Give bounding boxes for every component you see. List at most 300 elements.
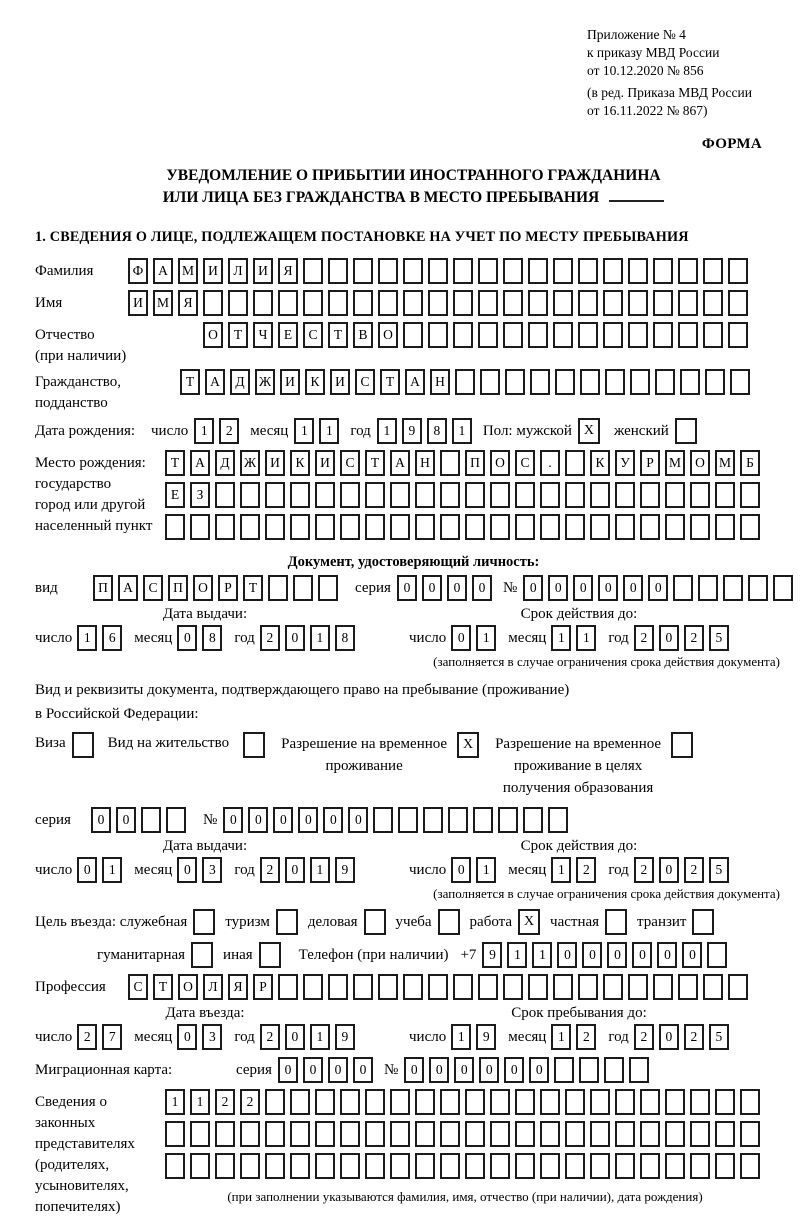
- char-cell[interactable]: [265, 482, 285, 508]
- char-cell[interactable]: [715, 1153, 735, 1179]
- char-cell[interactable]: [555, 369, 575, 395]
- char-cell[interactable]: 2: [684, 625, 704, 651]
- char-cell[interactable]: [748, 575, 768, 601]
- char-cell[interactable]: Т: [380, 369, 400, 395]
- char-cell[interactable]: М: [665, 450, 685, 476]
- char-cell[interactable]: [293, 575, 313, 601]
- char-cell[interactable]: 0: [479, 1057, 499, 1083]
- char-cell[interactable]: Н: [430, 369, 450, 395]
- char-cell[interactable]: [440, 482, 460, 508]
- char-cell[interactable]: [530, 369, 550, 395]
- char-cell[interactable]: Ж: [255, 369, 275, 395]
- char-cell[interactable]: В: [353, 322, 373, 348]
- char-cell[interactable]: [590, 1121, 610, 1147]
- char-cell[interactable]: Д: [215, 450, 235, 476]
- char-cell[interactable]: [715, 1089, 735, 1115]
- char-cell[interactable]: 1: [319, 418, 339, 444]
- char-cell[interactable]: 0: [472, 575, 492, 601]
- char-cell[interactable]: Т: [153, 974, 173, 1000]
- char-cell[interactable]: [503, 258, 523, 284]
- char-cell[interactable]: Я: [228, 974, 248, 1000]
- char-cell[interactable]: 1: [451, 1024, 471, 1050]
- char-cell[interactable]: И: [128, 290, 148, 316]
- char-cell[interactable]: [390, 514, 410, 540]
- char-cell[interactable]: [440, 1089, 460, 1115]
- char-cell[interactable]: [603, 290, 623, 316]
- char-cell[interactable]: [165, 1153, 185, 1179]
- char-cell[interactable]: [528, 290, 548, 316]
- char-cell[interactable]: [190, 1121, 210, 1147]
- char-cell[interactable]: [378, 974, 398, 1000]
- char-cell[interactable]: [773, 575, 793, 601]
- char-cell[interactable]: [440, 1121, 460, 1147]
- char-cell[interactable]: [398, 807, 418, 833]
- char-cell[interactable]: И: [203, 258, 223, 284]
- char-cell[interactable]: [715, 1121, 735, 1147]
- char-cell[interactable]: [478, 258, 498, 284]
- char-cell[interactable]: [228, 290, 248, 316]
- char-cell[interactable]: [653, 974, 673, 1000]
- char-cell[interactable]: 0: [177, 625, 197, 651]
- char-cell[interactable]: [440, 450, 460, 476]
- char-cell[interactable]: Ч: [253, 322, 273, 348]
- char-cell[interactable]: П: [168, 575, 188, 601]
- char-cell[interactable]: Т: [365, 450, 385, 476]
- char-cell[interactable]: [490, 1121, 510, 1147]
- char-cell[interactable]: [303, 974, 323, 1000]
- char-cell[interactable]: И: [265, 450, 285, 476]
- char-cell[interactable]: Я: [178, 290, 198, 316]
- char-cell[interactable]: [578, 290, 598, 316]
- char-cell[interactable]: [604, 1057, 624, 1083]
- char-cell[interactable]: 0: [273, 807, 293, 833]
- char-cell[interactable]: [678, 322, 698, 348]
- char-cell[interactable]: Р: [218, 575, 238, 601]
- char-cell[interactable]: [340, 514, 360, 540]
- char-cell[interactable]: 3: [202, 857, 222, 883]
- char-cell[interactable]: [278, 974, 298, 1000]
- char-cell[interactable]: [515, 1153, 535, 1179]
- char-cell[interactable]: 0: [529, 1057, 549, 1083]
- char-cell[interactable]: [278, 290, 298, 316]
- char-cell[interactable]: 0: [223, 807, 243, 833]
- purpose-private-checkbox[interactable]: [605, 909, 627, 935]
- char-cell[interactable]: [728, 974, 748, 1000]
- char-cell[interactable]: [590, 1153, 610, 1179]
- char-cell[interactable]: [340, 1121, 360, 1147]
- char-cell[interactable]: О: [193, 575, 213, 601]
- char-cell[interactable]: [365, 1121, 385, 1147]
- char-cell[interactable]: [498, 807, 518, 833]
- purpose-tourism-checkbox[interactable]: [276, 909, 298, 935]
- char-cell[interactable]: [553, 258, 573, 284]
- char-cell[interactable]: 1: [190, 1089, 210, 1115]
- char-cell[interactable]: 0: [682, 942, 702, 968]
- char-cell[interactable]: Т: [243, 575, 263, 601]
- char-cell[interactable]: [448, 807, 468, 833]
- char-cell[interactable]: 1: [507, 942, 527, 968]
- char-cell[interactable]: 2: [576, 857, 596, 883]
- char-cell[interactable]: О: [490, 450, 510, 476]
- char-cell[interactable]: 2: [215, 1089, 235, 1115]
- char-cell[interactable]: [465, 1153, 485, 1179]
- char-cell[interactable]: [540, 1089, 560, 1115]
- char-cell[interactable]: 1: [576, 625, 596, 651]
- char-cell[interactable]: [318, 575, 338, 601]
- char-cell[interactable]: [603, 974, 623, 1000]
- char-cell[interactable]: [455, 369, 475, 395]
- char-cell[interactable]: [440, 514, 460, 540]
- char-cell[interactable]: [615, 514, 635, 540]
- char-cell[interactable]: 0: [285, 1024, 305, 1050]
- purpose-official-checkbox[interactable]: [193, 909, 215, 935]
- char-cell[interactable]: [203, 290, 223, 316]
- char-cell[interactable]: [590, 482, 610, 508]
- char-cell[interactable]: [705, 369, 725, 395]
- char-cell[interactable]: А: [153, 258, 173, 284]
- char-cell[interactable]: [640, 514, 660, 540]
- char-cell[interactable]: [365, 1153, 385, 1179]
- char-cell[interactable]: 2: [260, 857, 280, 883]
- char-cell[interactable]: 9: [335, 857, 355, 883]
- char-cell[interactable]: [478, 974, 498, 1000]
- char-cell[interactable]: 1: [377, 418, 397, 444]
- char-cell[interactable]: [428, 258, 448, 284]
- char-cell[interactable]: 1: [551, 625, 571, 651]
- char-cell[interactable]: [690, 1089, 710, 1115]
- char-cell[interactable]: 0: [397, 575, 417, 601]
- char-cell[interactable]: [453, 974, 473, 1000]
- char-cell[interactable]: 0: [632, 942, 652, 968]
- char-cell[interactable]: [605, 369, 625, 395]
- char-cell[interactable]: А: [405, 369, 425, 395]
- char-cell[interactable]: [740, 1089, 760, 1115]
- char-cell[interactable]: [503, 322, 523, 348]
- char-cell[interactable]: [653, 322, 673, 348]
- char-cell[interactable]: П: [465, 450, 485, 476]
- char-cell[interactable]: [415, 1153, 435, 1179]
- char-cell[interactable]: [490, 482, 510, 508]
- char-cell[interactable]: [378, 290, 398, 316]
- char-cell[interactable]: [265, 1153, 285, 1179]
- char-cell[interactable]: [240, 1121, 260, 1147]
- char-cell[interactable]: [528, 258, 548, 284]
- char-cell[interactable]: [440, 1153, 460, 1179]
- char-cell[interactable]: [565, 482, 585, 508]
- char-cell[interactable]: С: [128, 974, 148, 1000]
- char-cell[interactable]: [415, 482, 435, 508]
- char-cell[interactable]: [678, 258, 698, 284]
- char-cell[interactable]: [423, 807, 443, 833]
- char-cell[interactable]: .: [540, 450, 560, 476]
- char-cell[interactable]: [523, 807, 543, 833]
- char-cell[interactable]: И: [280, 369, 300, 395]
- char-cell[interactable]: [673, 575, 693, 601]
- char-cell[interactable]: [728, 322, 748, 348]
- char-cell[interactable]: [353, 258, 373, 284]
- char-cell[interactable]: Р: [253, 974, 273, 1000]
- purpose-humanitarian-checkbox[interactable]: [191, 942, 213, 968]
- char-cell[interactable]: 1: [551, 857, 571, 883]
- char-cell[interactable]: [703, 322, 723, 348]
- char-cell[interactable]: [665, 482, 685, 508]
- residence-permit-checkbox[interactable]: [243, 732, 265, 758]
- char-cell[interactable]: 0: [328, 1057, 348, 1083]
- char-cell[interactable]: 5: [709, 857, 729, 883]
- char-cell[interactable]: [428, 290, 448, 316]
- char-cell[interactable]: 0: [451, 625, 471, 651]
- char-cell[interactable]: 1: [476, 625, 496, 651]
- char-cell[interactable]: 0: [285, 857, 305, 883]
- char-cell[interactable]: [378, 258, 398, 284]
- char-cell[interactable]: 2: [634, 625, 654, 651]
- char-cell[interactable]: [340, 1153, 360, 1179]
- char-cell[interactable]: [303, 290, 323, 316]
- char-cell[interactable]: К: [590, 450, 610, 476]
- char-cell[interactable]: 0: [303, 1057, 323, 1083]
- purpose-work-checkbox[interactable]: X: [518, 909, 540, 935]
- char-cell[interactable]: [540, 1153, 560, 1179]
- char-cell[interactable]: 0: [523, 575, 543, 601]
- char-cell[interactable]: [415, 1121, 435, 1147]
- char-cell[interactable]: [553, 290, 573, 316]
- char-cell[interactable]: [515, 1089, 535, 1115]
- char-cell[interactable]: [190, 1153, 210, 1179]
- char-cell[interactable]: 0: [447, 575, 467, 601]
- char-cell[interactable]: [328, 974, 348, 1000]
- char-cell[interactable]: 0: [348, 807, 368, 833]
- char-cell[interactable]: [728, 258, 748, 284]
- char-cell[interactable]: [403, 258, 423, 284]
- char-cell[interactable]: З: [190, 482, 210, 508]
- char-cell[interactable]: [415, 514, 435, 540]
- char-cell[interactable]: 1: [452, 418, 472, 444]
- char-cell[interactable]: [640, 482, 660, 508]
- char-cell[interactable]: 0: [659, 857, 679, 883]
- char-cell[interactable]: [166, 807, 186, 833]
- char-cell[interactable]: 2: [634, 1024, 654, 1050]
- char-cell[interactable]: 0: [353, 1057, 373, 1083]
- char-cell[interactable]: 9: [335, 1024, 355, 1050]
- char-cell[interactable]: 0: [582, 942, 602, 968]
- char-cell[interactable]: [328, 290, 348, 316]
- char-cell[interactable]: [730, 369, 750, 395]
- char-cell[interactable]: [215, 514, 235, 540]
- char-cell[interactable]: [290, 1121, 310, 1147]
- char-cell[interactable]: [690, 1121, 710, 1147]
- char-cell[interactable]: [690, 1153, 710, 1179]
- char-cell[interactable]: 0: [404, 1057, 424, 1083]
- char-cell[interactable]: 1: [165, 1089, 185, 1115]
- sex-male-checkbox[interactable]: X: [578, 418, 600, 444]
- char-cell[interactable]: 1: [476, 857, 496, 883]
- char-cell[interactable]: М: [153, 290, 173, 316]
- char-cell[interactable]: 2: [684, 1024, 704, 1050]
- char-cell[interactable]: 0: [177, 857, 197, 883]
- char-cell[interactable]: С: [303, 322, 323, 348]
- char-cell[interactable]: [578, 258, 598, 284]
- purpose-transit-checkbox[interactable]: [692, 909, 714, 935]
- char-cell[interactable]: 0: [659, 625, 679, 651]
- char-cell[interactable]: [740, 1153, 760, 1179]
- char-cell[interactable]: О: [690, 450, 710, 476]
- char-cell[interactable]: [240, 514, 260, 540]
- purpose-other-checkbox[interactable]: [259, 942, 281, 968]
- char-cell[interactable]: [554, 1057, 574, 1083]
- char-cell[interactable]: [353, 974, 373, 1000]
- char-cell[interactable]: 1: [310, 625, 330, 651]
- char-cell[interactable]: [465, 514, 485, 540]
- char-cell[interactable]: 9: [476, 1024, 496, 1050]
- char-cell[interactable]: [630, 369, 650, 395]
- char-cell[interactable]: [515, 514, 535, 540]
- char-cell[interactable]: 0: [429, 1057, 449, 1083]
- char-cell[interactable]: 0: [177, 1024, 197, 1050]
- char-cell[interactable]: Т: [180, 369, 200, 395]
- char-cell[interactable]: 9: [402, 418, 422, 444]
- char-cell[interactable]: [580, 369, 600, 395]
- char-cell[interactable]: [465, 1121, 485, 1147]
- char-cell[interactable]: Е: [278, 322, 298, 348]
- char-cell[interactable]: [690, 514, 710, 540]
- char-cell[interactable]: М: [715, 450, 735, 476]
- char-cell[interactable]: [190, 514, 210, 540]
- char-cell[interactable]: [390, 1121, 410, 1147]
- char-cell[interactable]: [415, 1089, 435, 1115]
- char-cell[interactable]: [340, 1089, 360, 1115]
- char-cell[interactable]: 2: [260, 625, 280, 651]
- char-cell[interactable]: К: [305, 369, 325, 395]
- char-cell[interactable]: [715, 514, 735, 540]
- char-cell[interactable]: [365, 1089, 385, 1115]
- char-cell[interactable]: 2: [634, 857, 654, 883]
- char-cell[interactable]: [615, 482, 635, 508]
- char-cell[interactable]: [628, 290, 648, 316]
- char-cell[interactable]: [240, 482, 260, 508]
- char-cell[interactable]: [315, 482, 335, 508]
- char-cell[interactable]: [640, 1153, 660, 1179]
- char-cell[interactable]: О: [378, 322, 398, 348]
- char-cell[interactable]: Т: [228, 322, 248, 348]
- char-cell[interactable]: [265, 514, 285, 540]
- char-cell[interactable]: 2: [240, 1089, 260, 1115]
- purpose-business-checkbox[interactable]: [364, 909, 386, 935]
- char-cell[interactable]: Д: [230, 369, 250, 395]
- char-cell[interactable]: [465, 482, 485, 508]
- char-cell[interactable]: [503, 290, 523, 316]
- char-cell[interactable]: [565, 514, 585, 540]
- char-cell[interactable]: [603, 322, 623, 348]
- char-cell[interactable]: [715, 482, 735, 508]
- char-cell[interactable]: [728, 290, 748, 316]
- char-cell[interactable]: [390, 1089, 410, 1115]
- char-cell[interactable]: [665, 1089, 685, 1115]
- char-cell[interactable]: [528, 322, 548, 348]
- char-cell[interactable]: [265, 1121, 285, 1147]
- char-cell[interactable]: [628, 322, 648, 348]
- char-cell[interactable]: [453, 290, 473, 316]
- char-cell[interactable]: Р: [640, 450, 660, 476]
- char-cell[interactable]: А: [390, 450, 410, 476]
- sex-female-checkbox[interactable]: [675, 418, 697, 444]
- char-cell[interactable]: [579, 1057, 599, 1083]
- char-cell[interactable]: [403, 290, 423, 316]
- char-cell[interactable]: 0: [77, 857, 97, 883]
- char-cell[interactable]: 1: [310, 1024, 330, 1050]
- edu-permit-checkbox[interactable]: [671, 732, 693, 758]
- char-cell[interactable]: [723, 575, 743, 601]
- visa-checkbox[interactable]: [72, 732, 94, 758]
- char-cell[interactable]: [373, 807, 393, 833]
- char-cell[interactable]: [565, 1089, 585, 1115]
- char-cell[interactable]: 0: [422, 575, 442, 601]
- char-cell[interactable]: [265, 1089, 285, 1115]
- char-cell[interactable]: [615, 1153, 635, 1179]
- char-cell[interactable]: Е: [165, 482, 185, 508]
- char-cell[interactable]: [215, 1153, 235, 1179]
- char-cell[interactable]: [655, 369, 675, 395]
- char-cell[interactable]: [665, 514, 685, 540]
- char-cell[interactable]: [515, 482, 535, 508]
- char-cell[interactable]: С: [143, 575, 163, 601]
- char-cell[interactable]: С: [355, 369, 375, 395]
- char-cell[interactable]: [428, 322, 448, 348]
- char-cell[interactable]: [315, 1089, 335, 1115]
- char-cell[interactable]: О: [178, 974, 198, 1000]
- char-cell[interactable]: Я: [278, 258, 298, 284]
- char-cell[interactable]: 1: [102, 857, 122, 883]
- char-cell[interactable]: [403, 974, 423, 1000]
- char-cell[interactable]: И: [253, 258, 273, 284]
- char-cell[interactable]: 2: [260, 1024, 280, 1050]
- char-cell[interactable]: [490, 1153, 510, 1179]
- char-cell[interactable]: [740, 1121, 760, 1147]
- char-cell[interactable]: А: [118, 575, 138, 601]
- char-cell[interactable]: [703, 290, 723, 316]
- char-cell[interactable]: [215, 482, 235, 508]
- char-cell[interactable]: [240, 1153, 260, 1179]
- char-cell[interactable]: [565, 1121, 585, 1147]
- char-cell[interactable]: Б: [740, 450, 760, 476]
- char-cell[interactable]: 0: [91, 807, 111, 833]
- char-cell[interactable]: [540, 514, 560, 540]
- char-cell[interactable]: 2: [684, 857, 704, 883]
- char-cell[interactable]: М: [178, 258, 198, 284]
- char-cell[interactable]: [540, 1121, 560, 1147]
- char-cell[interactable]: О: [203, 322, 223, 348]
- char-cell[interactable]: [473, 807, 493, 833]
- char-cell[interactable]: Л: [228, 258, 248, 284]
- char-cell[interactable]: [328, 258, 348, 284]
- char-cell[interactable]: [640, 1121, 660, 1147]
- char-cell[interactable]: [578, 974, 598, 1000]
- char-cell[interactable]: [665, 1121, 685, 1147]
- char-cell[interactable]: [690, 482, 710, 508]
- char-cell[interactable]: [653, 258, 673, 284]
- char-cell[interactable]: [141, 807, 161, 833]
- char-cell[interactable]: Н: [415, 450, 435, 476]
- char-cell[interactable]: [453, 322, 473, 348]
- char-cell[interactable]: 0: [278, 1057, 298, 1083]
- char-cell[interactable]: [353, 290, 373, 316]
- char-cell[interactable]: [628, 258, 648, 284]
- char-cell[interactable]: 0: [451, 857, 471, 883]
- char-cell[interactable]: 0: [623, 575, 643, 601]
- char-cell[interactable]: 7: [102, 1024, 122, 1050]
- char-cell[interactable]: [165, 514, 185, 540]
- char-cell[interactable]: [590, 514, 610, 540]
- char-cell[interactable]: 1: [310, 857, 330, 883]
